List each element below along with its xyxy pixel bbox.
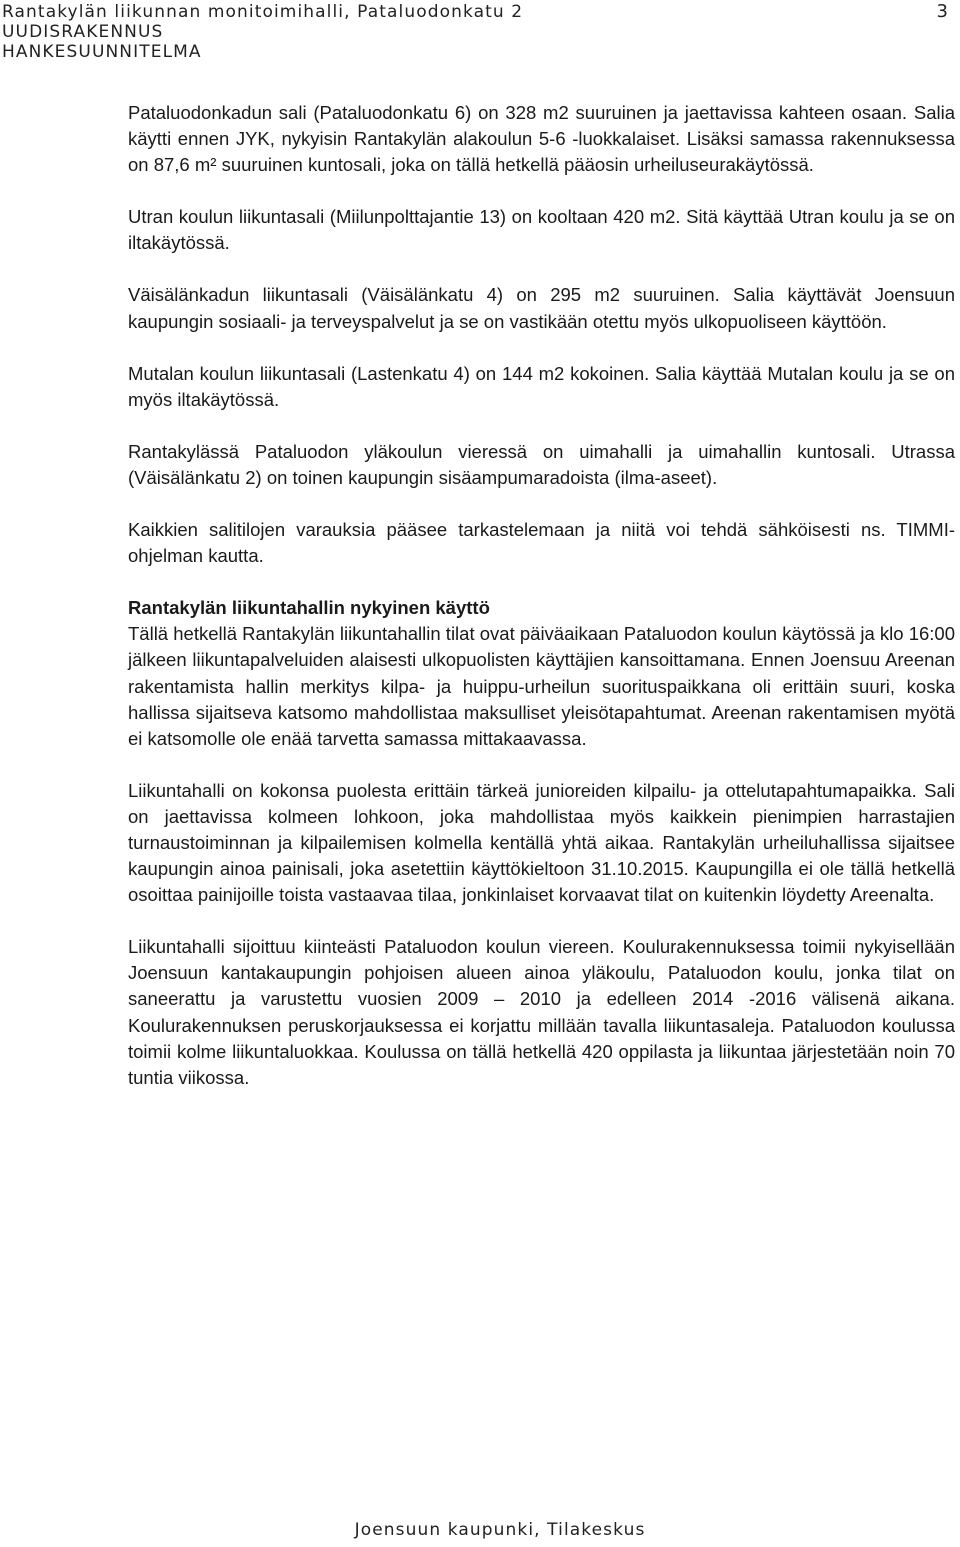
paragraph-mutala-school-hall: Mutalan koulun liikuntasali (Lastenkatu 4) on 144 m2 kokoinen. Salia käyttää Mutalan koulu ja se on myös iltakäytössä. [128, 362, 955, 410]
document-subtitle: UUDISRAKENNUS [2, 22, 164, 42]
paragraph-vaisalankatu-hall: Väisälänkadun liikuntasali (Väisälänkatu 4) on 295 m2 suuruinen. Salia käyttävät Joensuun kaupungin sosiaali- ja terveyspalvelut ja se on vastikään otettu myös ulkopuoliseen käyttöön. [128, 284, 955, 332]
section-paragraph-junior-events: Liikuntahalli on kokonsa puolesta erittäin tärkeä junioreiden kilpailu- ja ottelutapahtumapaikka. Sali on jaettavissa kolmeen lohkoon, joka mahdollistaa myös kaikkein pienimpien harrastajien turnaustoiminnan ja kilpailemisen kolmella kentällä yhtä aikaa. Rantakylän urheiluhallissa sijaitsee kaupungin ainoa painisali, joka asetettiin käyttökieltoon 31.10.2015. Kaupungilla ei ole tällä hetkellä osoittaa painijoille toista vastaavaa tilaa, jonkinlaiset korvaavat tilat on kuitenkin löydetty Areenalta. [128, 779, 955, 906]
page-number: 3 [936, 1, 948, 22]
page-header [2, 1, 948, 62]
section-paragraph-school-location: Liikuntahalli sijoittuu kiinteästi Pataluodon koulun viereen. Koulurakennuksessa toimii nykyisellään Joensuun kantakaupungin pohjoisen alueen ainoa yläkoulu, Pataluodon koulu, jonka tilat on saneerattu ja varustettu vuosien 2009 – 2010 ja edelleen 2014 -2016 välisenä aikana. Koulurakennuksen peruskorjauksessa ei korjattu millään tavalla liikuntasaleja. Pataluodon koulussa toimii kolme liikuntaluokkaa. Koulussa on tällä hetkellä 420 oppilasta ja liikuntaa järjestetään noin 70 tuntia viikossa. [128, 936, 955, 1088]
page-footer: Joensuun kaupunki, Tilakeskus [354, 1520, 646, 1540]
paragraph-utra-school-hall: Utran koulun liikuntasali (Miilunpolttajantie 13) on kooltaan 420 m2. Sitä käyttää Utran koulu ja se on iltakäytössä. [128, 206, 955, 254]
section-heading: Rantakylän liikuntahallin nykyinen käyttö [128, 597, 490, 619]
paragraph-swimming-hall: Rantakylässä Pataluodon yläkoulun vieressä on uimahalli ja uimahallin kuntosali. Utrassa (Väisälänkatu 2) on toinen kaupungin sisäampumaradoista (ilma-aseet). [128, 440, 955, 488]
document-body [128, 100, 955, 1117]
paragraph-pataluodonkatu-hall: Pataluodonkadun sali (Pataluodonkatu 6) on 328 m2 suuruinen ja jaettavissa kahteen osaan. Salia käytti ennen JYK, nykyisin Rantakylän alakoulun 5-6 -luokkalaiset. Lisäksi samassa rakennuksessa on 87,6 m² suuruinen kuntosali, joka on tällä hetkellä pääosin urheiluseurakäytössä. [128, 102, 955, 176]
section-paragraph-current-use: Tällä hetkellä Rantakylän liikuntahallin tilat ovat päiväaikaan Pataluodon koulun käytössä ja klo 16:00 jälkeen liikuntapalveluiden alaisesti ulkopuolisten käyttäjien kansoittamana. Ennen Joensuu Areenan rakentamista hallin merkitys kilpa- ja huippu-urheilun suorituspaikkana oli erittäin suuri, koska hallissa sijaitseva katsomo mahdollistaa maksulliset yleisötapahtumat. Areenan rakentamisen myötä ei katsomolle ole enää tarvetta samassa mittakaavassa. [128, 623, 955, 749]
document-title: Rantakylän liikunnan monitoimihalli, Pataluodonkatu 2 [2, 2, 524, 22]
paragraph-timmi-booking: Kaikkien salitilojen varauksia pääsee tarkastelemaan ja niitä voi tehdä sähköisesti ns. TIMMI-ohjelman kautta. [128, 519, 955, 567]
document-type: HANKESUUNNITELMA [2, 42, 202, 62]
